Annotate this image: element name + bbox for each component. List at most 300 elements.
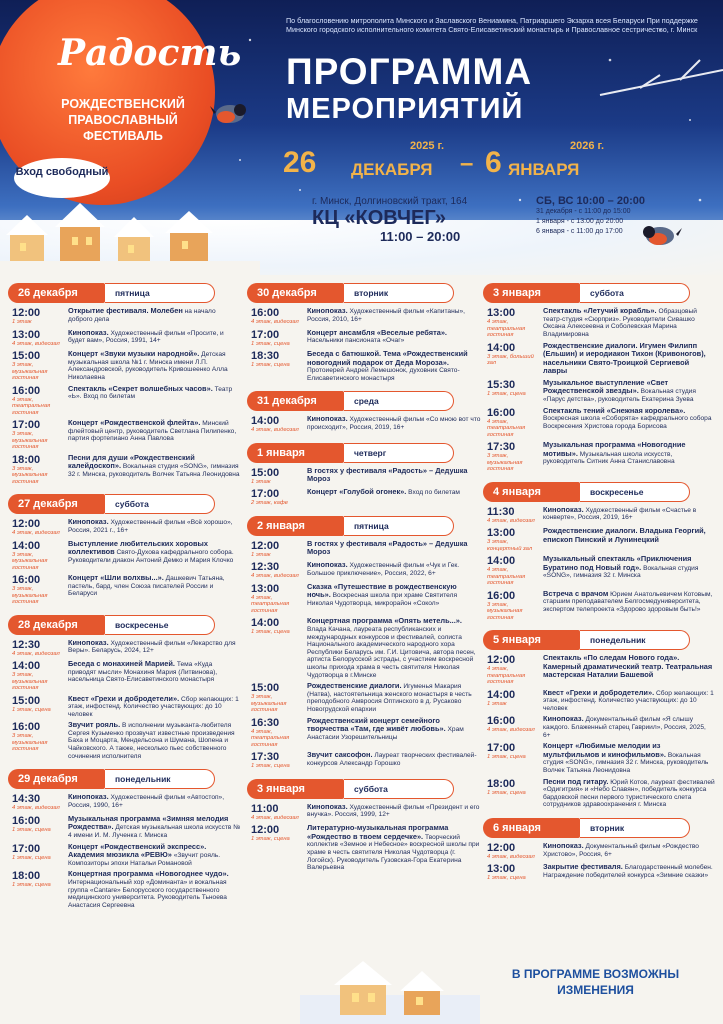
- event-title: Звучит рояль.: [68, 720, 121, 730]
- event-location: 3 этаж, музыкальная гостиная: [251, 694, 287, 714]
- event-title: Беседа с монахиней Марией.: [68, 659, 175, 668]
- event-time: 15:30: [487, 378, 516, 391]
- event-description: Дашкевич Татьяна, пастель, бард, член Союза писателей России и Беларуси: [68, 575, 225, 598]
- event-location: 4 этаж, видеозал: [251, 814, 299, 821]
- event-location: 4 этаж, театральная гостиная: [251, 594, 290, 614]
- event-time: 14:00: [487, 341, 516, 354]
- page-title: ПРОГРАММА: [286, 51, 533, 92]
- day-date: 27 декабря: [8, 494, 105, 514]
- event-title: Рождественские диалоги. Игумен Филипп (Ельшин) и иеродиакон Тихон (Кривоногов), насельники Свято-Троицкой Сергиевой лавры: [543, 340, 706, 376]
- event-time: 16:00: [487, 715, 516, 728]
- event-item: [8, 540, 242, 572]
- event-location: 4 этаж, театральная гостиная: [487, 567, 526, 587]
- day-header: [247, 516, 481, 536]
- event-time: 14:00: [487, 688, 516, 701]
- event-location: 3 этаж, больший зал: [487, 353, 534, 366]
- event-title: Квест «Грехи и добродетели».: [543, 687, 655, 697]
- day-date: 31 декабря: [247, 391, 344, 411]
- event-description: Художественный фильм «Автостоп», Россия, 1990, 16+: [68, 794, 225, 809]
- event-time: 12:30: [12, 638, 41, 651]
- start-day: 26: [283, 146, 317, 179]
- event-location: 3 этаж, музыкальная гостиная: [487, 601, 523, 621]
- event-location: 4 этаж, видеозал: [12, 805, 60, 812]
- event-location: 3 этаж, музыкальная гостиная: [12, 733, 48, 753]
- event-description: Художественный фильм «Всё хорошо», Россия, 2021 г., 16+: [68, 519, 233, 534]
- event-title: Открытие фестиваля. Молебен: [68, 306, 183, 315]
- event-location: 3 этаж, музыкальная гостиная: [12, 672, 48, 691]
- day-weekday: среда: [344, 391, 454, 411]
- village-illustration: [0, 195, 260, 275]
- day-date: 5 января: [483, 630, 580, 650]
- event-location: 4 этаж, театральная гостиная: [251, 728, 290, 748]
- event-time: 12:00: [12, 307, 41, 319]
- day-date: 26 декабря: [8, 283, 105, 303]
- event-time: 18:00: [12, 870, 41, 883]
- event-time: 12:00: [251, 824, 280, 837]
- event-title: Выступление любительских хоровых коллективов: [68, 538, 208, 557]
- end-month: ЯНВАРЯ: [508, 160, 580, 179]
- event-time: 13:00: [12, 328, 41, 341]
- event-location: 4 этаж, театральная гостиная: [487, 418, 526, 438]
- event-description: Интернациональный хор «Доминанта» и вокальная группа «Cantare» Белорусского государственного медицинского университета. Руководитель Тьноева Анастасия Сергеевна: [68, 878, 227, 909]
- event-title: Песни для души «Рождественский калейдоскоп».: [68, 452, 195, 471]
- event-time: 14:00: [12, 660, 41, 672]
- event-time: 12:00: [487, 841, 516, 854]
- event-item: [8, 815, 242, 840]
- event-description: Юрий Котов, лауреат фестивалей «Одигитрия» и «Небо Славян», победитель конкурса бардовской песни первого туристического слета сотрудников здравоохранения г. Минска: [543, 778, 715, 809]
- event-location: 4 этаж, театральная гостиная: [487, 319, 526, 338]
- event-description: Художественный фильм «Счастье в конверте», Россия, 2019, 16+: [543, 506, 697, 522]
- event-location: 1 этаж, сцена: [487, 390, 526, 397]
- event-title: Кинопоказ.: [68, 637, 109, 647]
- event-time: 17:00: [251, 328, 280, 341]
- event-location: 3 этаж, музыкальная гостиная: [12, 362, 48, 381]
- event-location: 1 этаж, сцена: [251, 763, 290, 770]
- poster-header: [0, 0, 723, 275]
- event-time: 17:00: [251, 488, 280, 501]
- event-description: Художественный фильм «Капитаны», Россия, 2010, 16+: [307, 308, 465, 323]
- festival-name: РОЖДЕСТВЕНСКИЙ ПРАВОСЛАВНЫЙ ФЕСТИВАЛЬ: [61, 97, 185, 143]
- event-time: 17:00: [12, 419, 41, 431]
- event-item: [8, 843, 242, 868]
- day-block: [483, 482, 715, 622]
- day-date: 6 января: [483, 818, 580, 838]
- day-date: 3 января: [483, 283, 580, 303]
- page-subtitle: МЕРОПРИЯТИЙ: [286, 93, 524, 125]
- event-location: 1 этаж, сцена: [487, 875, 526, 882]
- day-block: [8, 769, 242, 909]
- event-location: 3 этаж, музыкальная гостиная: [12, 586, 48, 605]
- event-time: 12:00: [487, 654, 516, 667]
- event-time: 16:00: [12, 574, 41, 586]
- day-header: [247, 443, 481, 463]
- event-title: Квест «Грехи и добродетели».: [68, 693, 180, 703]
- event-location: 4 этаж, видеозал: [251, 427, 299, 434]
- event-title: Кинопоказ.: [307, 306, 348, 315]
- event-item: [247, 415, 481, 434]
- special-hours-1: 31 декабря - с 11:00 до 15:00: [536, 208, 631, 215]
- event-time: 12:00: [251, 539, 280, 552]
- date-dash: –: [460, 150, 474, 177]
- event-item: [247, 803, 481, 822]
- event-location: 1 этаж, сцена: [251, 836, 290, 843]
- day-date: 1 января: [247, 443, 344, 463]
- day-weekday: суббота: [105, 494, 215, 514]
- day-header: [247, 391, 481, 411]
- day-header: [247, 283, 481, 303]
- event-location: 1 этаж, сцена: [251, 629, 290, 636]
- event-location: 4 этаж, видеозал: [12, 530, 60, 536]
- event-description: Благодарственный молебен. Награждение победителей конкурса «Зимние сказки»: [543, 864, 713, 880]
- day-weekday: суббота: [580, 283, 690, 303]
- event-description: Воскресная школа «Соборята» кафедрального собора Воскресения Христова города Борисова: [543, 415, 712, 430]
- event-description: Художественный фильм «Лекарство для Веры». Беларусь, 2024, 12+: [68, 639, 236, 655]
- event-title: Встреча с врачом: [543, 588, 609, 598]
- event-location: 4 этаж, театральная гостиная: [12, 396, 51, 416]
- day-block: [8, 283, 242, 485]
- event-title: Концерт «Любимые мелодии из мультфильмов и кинофильмов».: [543, 741, 666, 759]
- day-weekday: вторник: [580, 818, 690, 838]
- event-item: [483, 407, 715, 439]
- event-location: 3 этаж, музыкальная гостиная: [487, 453, 523, 473]
- event-description: Воскресная школа при храме Святителя Николая Чудотворца, микрорайон «Сокол»: [307, 592, 458, 608]
- event-description: Протоиерей Андрей Лемешонок, духовник Свято-Елисаветинского монастыря: [307, 367, 460, 382]
- event-title: Концерт «Шли волхвы...».: [68, 573, 164, 582]
- event-item: [247, 467, 481, 486]
- event-time: 15:00: [12, 694, 41, 707]
- event-location: 1 этаж, сцена: [251, 362, 290, 368]
- event-description: Лауреат творческих фестивалей-конкурсов Александр Горошко: [307, 752, 477, 767]
- festival-logo: Радость: [58, 32, 242, 74]
- day-block: [247, 283, 481, 382]
- event-item: [8, 329, 242, 348]
- event-title: Концерт «Рождественский экспресс». Академия мюзикла «РЕВЮ»: [68, 841, 207, 860]
- event-location: 4 этаж, видеозал: [12, 650, 60, 657]
- event-description: В исполнении музыканта-любителя Сергея Кузьменко прозвучат известные произведения Баха и Моцарта, Мендельсона и Шумана, Шопена и Чайковского. А также, несколько пьес собственного сочинения исполнителя: [68, 722, 235, 760]
- event-description: Художественный фильм «Просите, и будет вам», Россия, 1991, 14+: [68, 329, 224, 345]
- event-location: 1 этаж, сцена: [487, 754, 526, 761]
- event-description: Документальный фильм «Рождество Христово», Россия, 6+: [543, 842, 699, 858]
- event-description: «Звучит рояль. Композиторы эпохи Натальи Романовой: [68, 852, 221, 867]
- event-item: [8, 574, 242, 606]
- weekend-hours: СБ, ВС 10:00 – 20:00: [536, 195, 645, 207]
- special-hours-2: 1 января - с 13:00 до 20:00: [536, 218, 624, 225]
- event-title: Кинопоказ.: [68, 517, 109, 526]
- event-title: В гостях у фестиваля «Радость» – Дедушка Мороз: [307, 538, 468, 557]
- event-location: 1 этаж: [251, 551, 271, 558]
- event-title: Спектакль «Секрет волшебных часов».: [68, 383, 213, 393]
- event-item: [8, 721, 242, 760]
- event-time: 11:00: [251, 802, 279, 815]
- event-item: [483, 654, 715, 686]
- event-item: [483, 842, 715, 861]
- day-block: [483, 283, 715, 473]
- event-item: [247, 307, 481, 326]
- end-year: 2026 г.: [570, 140, 605, 152]
- event-title: Спектакль «По следам Нового года». Камерный драматический театр. Театральная мастерская Наталии Башевой: [543, 653, 713, 680]
- event-description: Храм Анастасии Узорешительницы: [307, 726, 464, 741]
- event-description: Музыкальная школа искусств, руководитель Ситник Анна Станиславовна: [543, 450, 675, 466]
- day-date: 2 января: [247, 516, 344, 536]
- event-location: 1 этаж, сцена: [251, 340, 290, 347]
- event-description: Художественный фильм «Со мною вот что происходит», Россия, 2019, 16+: [307, 416, 481, 431]
- event-location: 4 этаж, видеозал: [251, 319, 299, 325]
- event-description: Сбор желающих: 1 этаж, инфостенд. Количество участвующих: до 10 человек: [543, 689, 714, 712]
- event-time: 18:30: [251, 350, 280, 362]
- event-description: Детская музыкальная школа искусств № 4 имени И. М. Лученка г. Минска: [68, 824, 241, 839]
- event-time: 14:30: [12, 793, 41, 806]
- event-description: на начало доброго дела: [68, 308, 216, 323]
- event-time: 16:00: [12, 814, 41, 827]
- event-title: Кинопоказ.: [307, 560, 348, 570]
- event-time: 13:00: [487, 527, 516, 540]
- event-title: Литературно-музыкальная программа «Рождество в твоем сердечке».: [307, 823, 449, 841]
- event-time: 17:00: [487, 742, 516, 755]
- event-location: 4 этаж, видеозал: [251, 573, 299, 580]
- event-location: 1 этаж, сцена: [12, 826, 51, 833]
- day-header: [8, 283, 242, 303]
- event-title: Музыкальная программа «Зимняя мелодия Рождества».: [68, 813, 229, 832]
- event-title: Музыкальная программа «Новогодние мотивы».: [543, 440, 686, 458]
- event-location: 2 этаж, кафе: [251, 500, 288, 507]
- event-description: Юрием Анатольевичем Котовым, старшим преподавателем Белгосмедуниверситета, экспертом телепроекта «Здорово здоровым быть!»: [543, 590, 713, 613]
- day-block: [483, 630, 715, 809]
- event-item: [247, 717, 481, 749]
- special-hours-3: 6 января - с 11:00 до 17:00: [536, 228, 623, 235]
- event-title: Концерт ансамбля «Веселые ребята».: [307, 327, 447, 337]
- day-block: [247, 391, 481, 434]
- event-title: Концерт «Рождественской флейта».: [68, 418, 201, 427]
- event-description: Творческий коллектив «Земное и Небесное» воскресной школы при храме в честь святителя Николая Чудотворца (г. Логойск). Руководитель Гузовская-Гора Екатерина Валерьевна: [307, 833, 480, 872]
- day-header: [483, 482, 715, 502]
- venue-name: КЦ «КОВЧЕГ»: [312, 207, 447, 229]
- event-time: 17:00: [12, 842, 41, 855]
- event-item: [247, 540, 481, 559]
- event-item: [247, 583, 481, 615]
- event-item: [8, 793, 242, 812]
- event-location: 4 этаж, видеозал: [487, 727, 535, 734]
- event-time: 17:30: [251, 751, 280, 764]
- event-time: 16:00: [251, 307, 280, 319]
- event-location: 4 этаж, видеозал: [12, 340, 60, 347]
- event-description: Насельники пансионата «Очаг»: [307, 337, 405, 345]
- day-header: [483, 630, 715, 650]
- program-changes-note: В ПРОГРАММЕ ВОЗМОЖНЫ ИЗМЕНЕНИЯ: [511, 967, 680, 997]
- event-location: 1 этаж, сцена: [12, 854, 51, 861]
- event-item: [247, 751, 481, 770]
- event-location: 1 этаж: [487, 700, 507, 707]
- event-time: 18:00: [487, 777, 516, 790]
- event-description: Вход по билетам: [408, 489, 460, 497]
- event-title: Музыкальное выступление «Свет Рождественской звезды».: [543, 377, 669, 396]
- event-description: Художественный фильм «Чук и Гек. Большое приключение», Россия, 2022, 6+: [307, 562, 460, 577]
- bullfinch-icon: [210, 100, 252, 126]
- day-block: [247, 779, 481, 872]
- day-date: 4 января: [483, 482, 580, 502]
- event-description: Свято-Духова кафедрального собора. Руководители диакон Антоний Демко и Мария Клочко: [68, 549, 234, 564]
- event-description: Образцовый театр-студия «Сюрприз». Руководители Сивашко Оксана Алексеевна и Соболевская Марина Владимировна: [543, 308, 697, 338]
- event-description: Тема «Куда приводят мысли» Монахиня Мария (Литвинова), насельница Свято-Елисаветинского монастыря: [68, 661, 218, 684]
- event-description: Сбор желающих: 1 этаж, инфостенд. Количество участвующих: до 10 человек: [68, 695, 239, 718]
- event-description: Художественный фильм «Президент и его внучка». Россия, 1999, 12+: [307, 803, 480, 819]
- event-time: 15:00: [251, 466, 280, 479]
- day-block: [8, 494, 242, 606]
- day-date: 3 января: [247, 779, 344, 799]
- event-location: 1 этаж: [12, 319, 32, 325]
- event-time: 14:00: [12, 539, 41, 552]
- event-location: 3 этаж, музыкальная гостиная: [12, 465, 48, 485]
- event-location: 3 этаж, концертный зал: [487, 539, 533, 552]
- event-location: 1 этаж: [251, 478, 271, 485]
- event-title: Концертная программа «Опять метель...».: [307, 616, 462, 626]
- day-header: [8, 615, 242, 635]
- event-item: [247, 617, 481, 679]
- free-entry-badge: Вход свободный: [14, 158, 110, 198]
- day-block: [8, 615, 242, 761]
- day-header: [483, 283, 715, 303]
- day-header: [8, 769, 242, 789]
- event-item: [483, 715, 715, 739]
- event-description: Минский флейтовый центр, руководитель Светлана Пилипенко, партия фортепиано Анна Павлова: [68, 420, 237, 443]
- event-title: Концертная программа «Новогоднее чудо».: [68, 869, 229, 879]
- event-item: [483, 778, 715, 809]
- winter-house-illustration: [300, 955, 480, 1024]
- event-title: Концерт «Звуки музыки народной».: [68, 349, 200, 358]
- event-time: 16:00: [487, 406, 516, 419]
- event-time: 14:00: [251, 415, 280, 428]
- event-location: 3 этаж, музыкальная гостиная: [12, 551, 48, 571]
- event-description: Игуменья Макария (Натва), настоятельница женского монастыря в честь преподобного Амвросия Оптинского в д. Русаково Новогрудской епархии: [307, 683, 472, 713]
- event-item: [483, 307, 715, 339]
- schedule-column-3: [483, 283, 715, 891]
- event-item: [483, 506, 715, 525]
- blessing-text: По благословению митрополита Минского и Заславского Вениамина, Патриаршего Экзарха всея Беларуси При поддержке Минского городского исполнительного комитета Свято-Елисаветинский монастырь и Православное сестричество, г. Минск: [286, 16, 698, 34]
- schedule-column-2: [247, 283, 481, 881]
- event-title: Песни под гитару.: [543, 776, 609, 786]
- event-item: [247, 682, 481, 714]
- event-time: 16:30: [251, 716, 280, 729]
- weekend-schedule: [536, 195, 668, 237]
- event-item: [8, 870, 242, 909]
- event-title: Кинопоказ.: [68, 327, 109, 337]
- event-location: 1 этаж, сцена: [12, 882, 51, 889]
- event-description: Влада Качана, лауреата республиканских и международных конкурсов и фестивалей, солиста Национального академического народного хора Республики Беларусь им. Г.И. Цитовича, автора песен, артиста Белорусской эстрады, с участием воскресной школы прихода храма в честь святителя Николая Чудотворца в г.Минске: [307, 625, 476, 679]
- event-time: 16:00: [12, 384, 41, 397]
- venue-hours: 11:00 – 20:00: [380, 229, 461, 244]
- event-item: [483, 379, 715, 404]
- event-location: 4 этаж, видеозал: [487, 853, 535, 860]
- event-item: [247, 350, 481, 382]
- event-description: Документальный фильм «Я слышу каждого. Блаженный старец Гавриил», Россия, 2025, 6+: [543, 716, 706, 739]
- event-item: [247, 329, 481, 348]
- event-title: Рождественский концерт семейного творчества «Там, где живёт любовь».: [307, 715, 446, 734]
- event-item: [483, 342, 715, 376]
- schedule-column-1: [8, 283, 242, 918]
- event-item: [483, 441, 715, 473]
- event-time: 16:00: [12, 721, 41, 734]
- event-item: [8, 454, 242, 486]
- day-weekday: пятница: [344, 516, 454, 536]
- event-title: В гостях у фестиваля «Радость» – Дедушка Мороз: [307, 465, 468, 484]
- event-item: [8, 385, 242, 417]
- event-location: 1 этаж, сцена: [487, 789, 526, 796]
- event-time: 14:00: [487, 555, 516, 568]
- event-description: Вокальная студия «SONG», гимназия 32 г. Минска: [543, 564, 699, 580]
- event-item: [247, 561, 481, 580]
- day-block: [247, 443, 481, 507]
- event-location: 1 этаж, сцена: [12, 706, 51, 713]
- day-weekday: понедельник: [105, 769, 215, 789]
- event-location: 4 этаж, видеозал: [487, 517, 535, 524]
- day-header: [247, 779, 481, 799]
- event-title: Спектакль тений «Снежная королева».: [543, 405, 686, 415]
- day-weekday: вторник: [344, 283, 454, 303]
- event-item: [8, 660, 242, 692]
- event-item: [483, 689, 715, 713]
- event-title: Кинопоказ.: [543, 840, 584, 850]
- event-item: [247, 488, 481, 507]
- event-item: [8, 350, 242, 382]
- event-time: 12:00: [12, 518, 41, 530]
- event-item: [483, 527, 715, 552]
- venue-address: г. Минск, Долгиновский тракт, 164: [312, 196, 468, 207]
- event-item: [483, 555, 715, 587]
- event-time: 13:00: [487, 307, 516, 319]
- event-time: 18:00: [12, 453, 41, 466]
- day-block: [247, 516, 481, 770]
- event-description: Вокальная студия «SONG», гимназия 32 г. Минска, руководитель Волчек Татьяна Леонидовна: [68, 463, 240, 478]
- event-item: [247, 824, 481, 872]
- event-location: 4 этаж, театральная гостиная: [487, 666, 526, 686]
- event-item: [8, 518, 242, 537]
- day-weekday: воскресенье: [105, 615, 215, 635]
- day-weekday: воскресенье: [580, 482, 690, 502]
- event-title: Рождественские диалоги.: [307, 681, 402, 691]
- event-location: 3 этаж, музыкальная гостиная: [12, 431, 48, 450]
- event-title: Рождественские диалоги. Владыка Георгий, епископ Пинский и Лунинецкий: [543, 526, 706, 544]
- day-date: 29 декабря: [8, 769, 105, 789]
- event-time: 12:30: [251, 561, 280, 574]
- event-title: Концерт «Голубой огонек».: [307, 487, 407, 497]
- day-header: [483, 818, 715, 838]
- event-description: Вокальная студия «Парус детства», руководитель Екатерина Зуева: [543, 388, 696, 404]
- start-month: ДЕКАБРЯ: [351, 160, 433, 179]
- day-weekday: пятница: [105, 283, 215, 303]
- event-title: Кинопоказ.: [307, 414, 348, 424]
- day-weekday: четверг: [344, 443, 454, 463]
- day-date: 28 декабря: [8, 615, 105, 635]
- event-title: Спектакль «Летучий корабль».: [543, 306, 657, 315]
- event-time: 13:00: [251, 582, 280, 595]
- event-description: Театр «Ь». Вход по билетам: [68, 385, 233, 401]
- event-time: 11:30: [487, 505, 515, 518]
- event-time: 14:00: [251, 617, 280, 630]
- event-title: Музыкальный спектакль «Приключения Буратино под Новый год».: [543, 554, 692, 572]
- event-item: [8, 419, 242, 451]
- day-weekday: понедельник: [580, 630, 690, 650]
- event-item: [8, 639, 242, 658]
- event-title: Беседа с батюшкой. Тема «Рождественский новогодний подарок от Деда Мороза».: [307, 349, 468, 367]
- event-item: [8, 695, 242, 719]
- event-title: Кинопоказ.: [543, 714, 584, 724]
- start-year: 2025 г.: [410, 140, 445, 152]
- end-day: 6: [485, 146, 502, 179]
- event-title: Закрытие фестиваля.: [543, 862, 623, 872]
- event-title: Кинопоказ.: [543, 504, 584, 514]
- day-block: [483, 818, 715, 882]
- event-item: [483, 742, 715, 774]
- day-header: [8, 494, 242, 514]
